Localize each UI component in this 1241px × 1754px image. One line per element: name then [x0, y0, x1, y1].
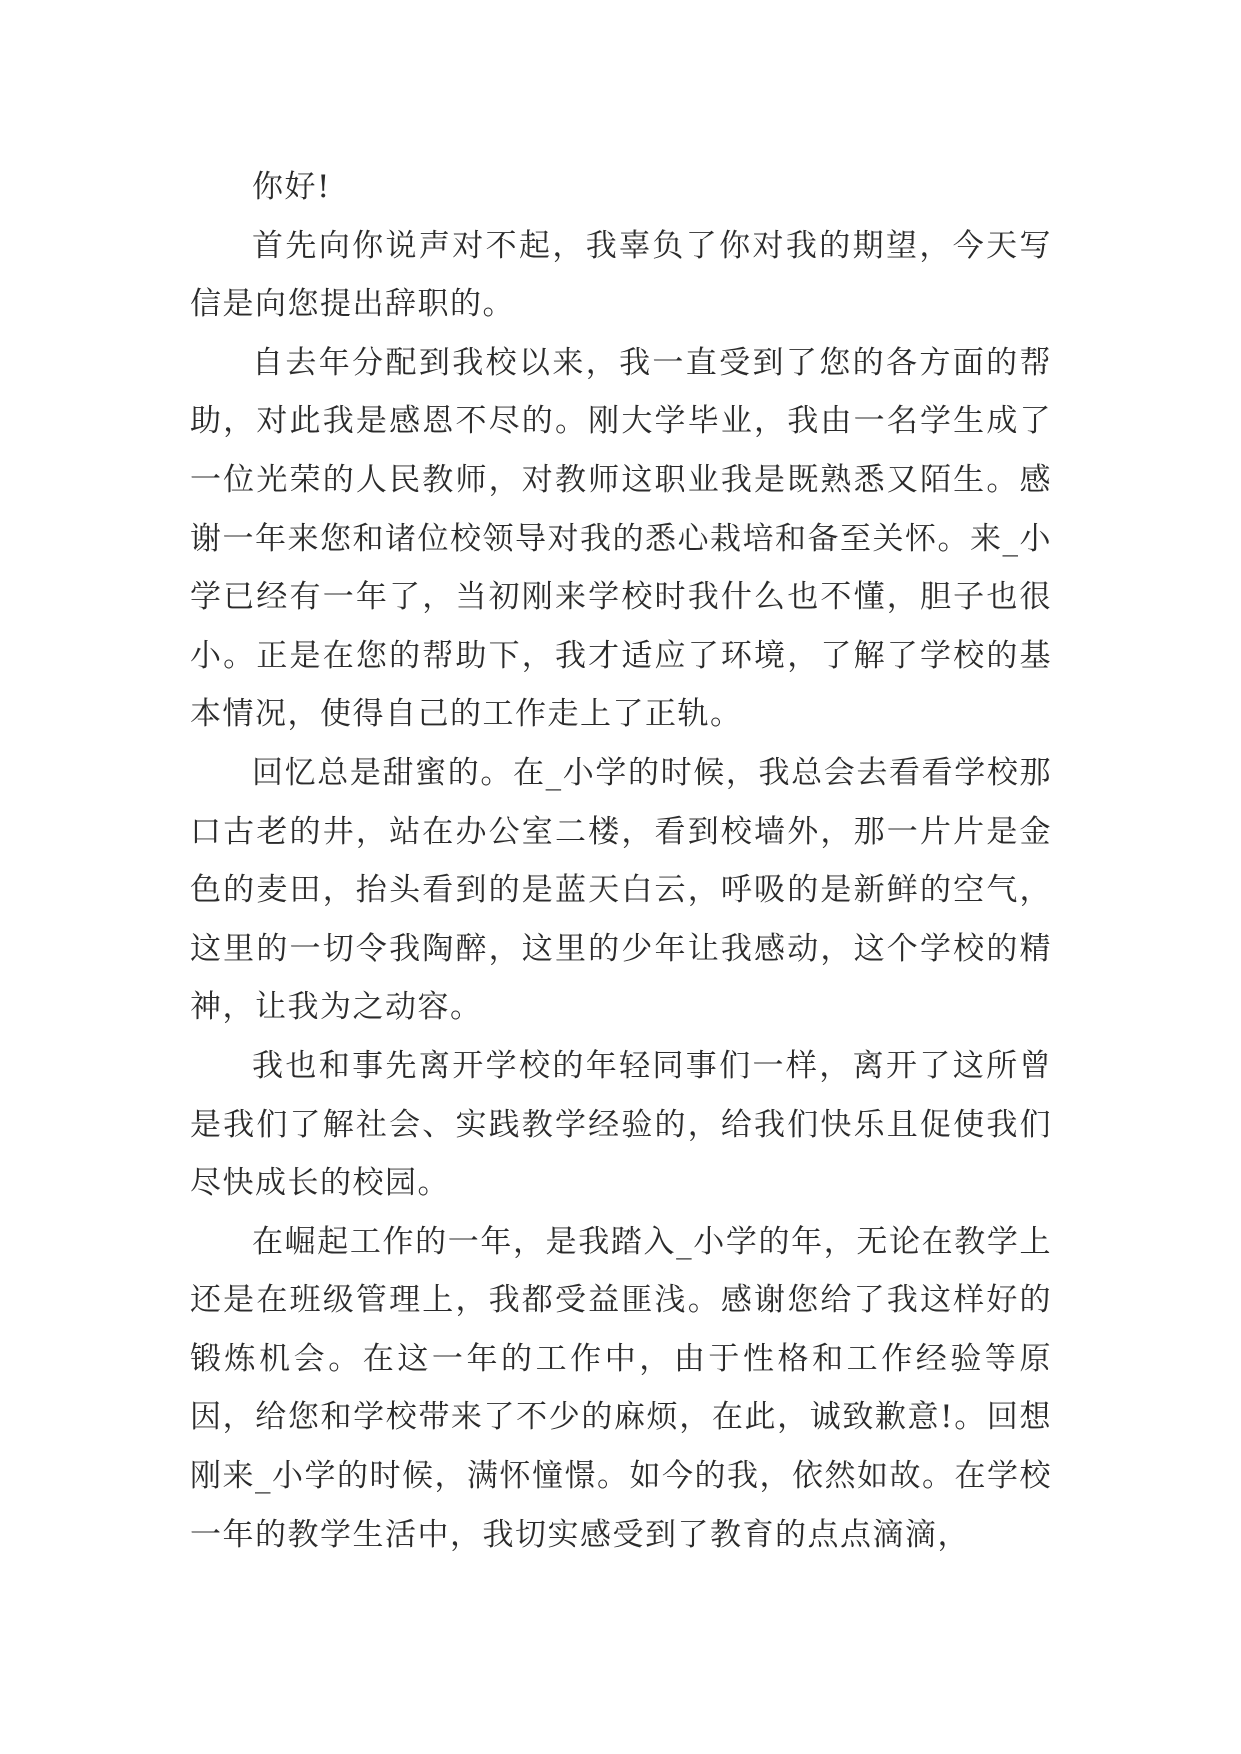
paragraph-memories: 回忆总是甜蜜的。在_小学的时候，我总会去看看学校那口古老的井，站在办公室二楼，看到校墙外，那一片片是金色的麦田，抬头看到的是蓝天白云，呼吸的是新鲜的空气，这里的一切令我陶醉，这里的少年让我感动，这个学校的精神，让我为之动容。: [190, 754, 1052, 1026]
paragraph-apology: 首先向你说声对不起，我辜负了你对我的期望，今天写信是向您提出辞职的。: [190, 227, 1052, 323]
letter-greeting: 你好!: [252, 169, 331, 205]
letter-body: [190, 158, 1052, 1564]
paragraph-leaving: 我也和事先离开学校的年轻同事们一样，离开了这所曾是我们了解社会、实践教学经验的，给我们快乐且促使我们尽快成长的校园。: [190, 1047, 1052, 1202]
paragraph-gratitude: 自去年分配到我校以来，我一直受到了您的各方面的帮助，对此我是感恩不尽的。刚大学毕业，我由一名学生成了一位光荣的人民教师，对教师这职业我是既熟悉又陌生。感谢一年来您和诸位校领导对我的悉心栽培和备至关怀。来_小学已经有一年了，当初刚来学校时我什么也不懂，胆子也很小。正是在您的帮助下，我才适应了环境，了解了学校的基本情况，使得自己的工作走上了正轨。: [190, 344, 1052, 733]
paragraph-reflection: 在崛起工作的一年，是我踏入_小学的年，无论在教学上还是在班级管理上，我都受益匪浅。感谢您给了我这样好的锻炼机会。在这一年的工作中，由于性格和工作经验等原因，给您和学校带来了不少的麻烦，在此，诚致歉意!。回想刚来_小学的时候，满怀憧憬。如今的我，依然如故。在学校一年的教学生活中，我切实感受到了教育的点点滴滴，: [190, 1223, 1052, 1553]
